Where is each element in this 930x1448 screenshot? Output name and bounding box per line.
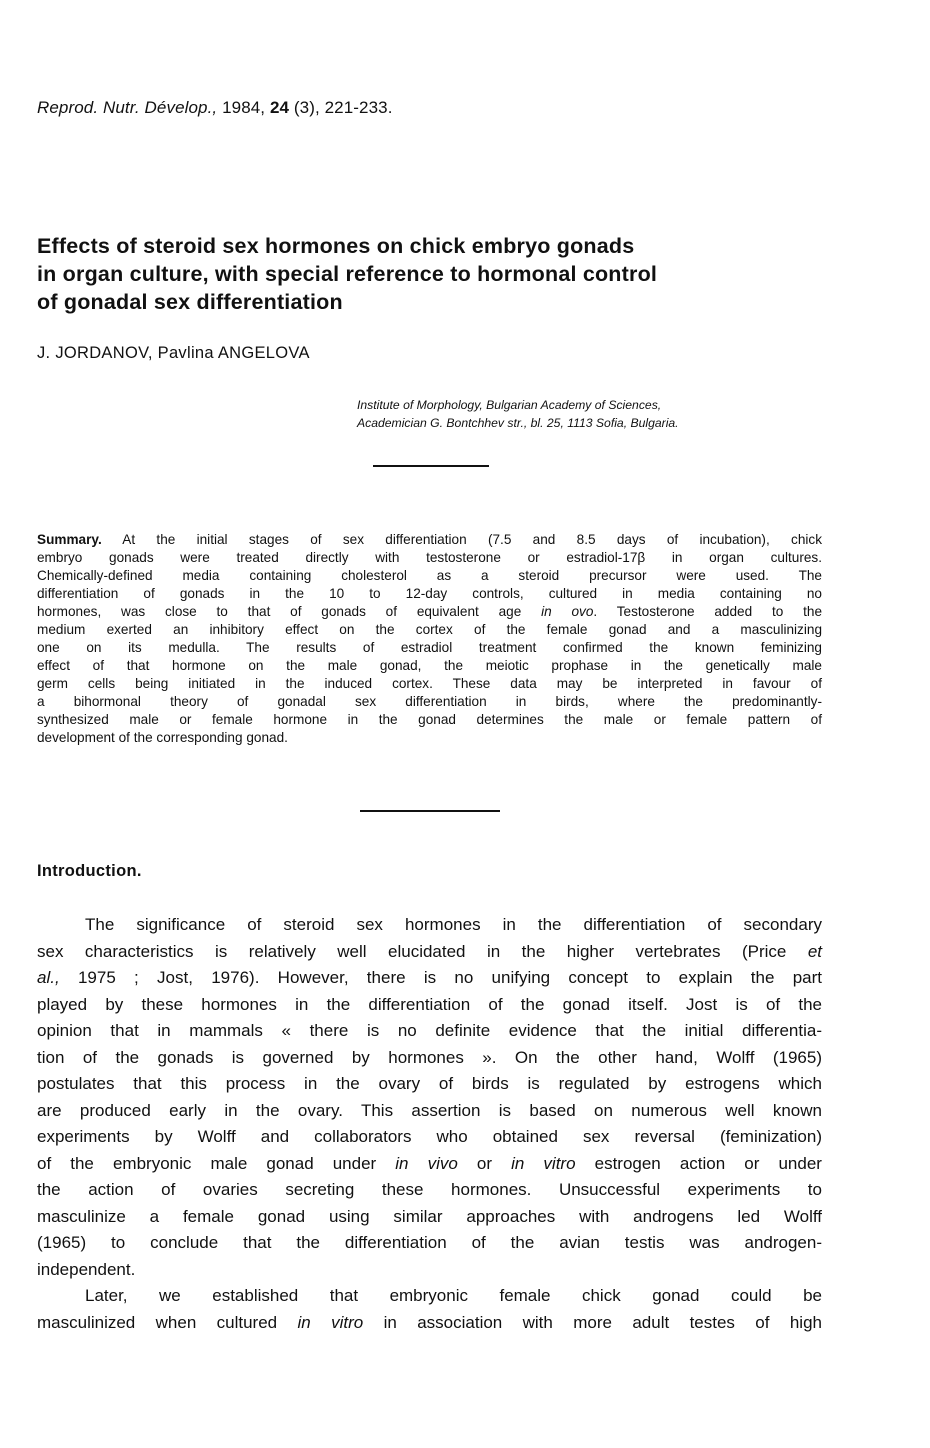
divider [360, 810, 500, 812]
title-line: of gonadal sex differentiation [37, 290, 343, 314]
body-line: masculinize a female gonad using similar approaches with androgens led Wolff [37, 1206, 822, 1226]
body-line: sex characteristics is relatively well elucidated in the higher vertebrates (Price et [37, 941, 822, 961]
body-line: The significance of steroid sex hormones in the differentiation of secondary [85, 915, 822, 934]
abstract-line: hormones, was close to that of gonads of equivalent age in ovo. Testosterone added to the [37, 604, 823, 619]
abstract-line: differentiation of gonads in the 10 to 12-day controls, cultured in media containing no [37, 586, 822, 601]
body-line: postulates that this process in the ovary of birds is regulated by estrogens which [37, 1074, 822, 1093]
abstract [37, 531, 822, 747]
abstract-line: medium exerted an inhibitory effect on the cortex of the female gonad and a masculinizing [37, 622, 822, 637]
title-line: in organ culture, with special reference to hormonal control [37, 262, 658, 286]
body-line: are produced early in the ovary. This assertion is based on numerous well known [37, 1100, 822, 1120]
body-line: independent. [37, 1259, 136, 1279]
authors: J. JORDANOV, Pavlina ANGELOVA [37, 344, 310, 362]
body-line: (1965) to conclude that the differentiation of the avian testis was androgen- [37, 1233, 822, 1252]
body-line: Later, we established that embryonic female chick gonad could be [85, 1286, 822, 1305]
citation [37, 98, 393, 118]
body-line: played by these hormones in the differentiation of the gonad itself. Jost is of the [37, 994, 822, 1014]
affiliation-line: Academician G. Bontchhev str., bl. 25, 1113 Sofia, Bulgaria. [357, 416, 679, 430]
body-line: opinion that in mammals « there is no definite evidence that the initial differentia- [37, 1021, 822, 1040]
body-line: of the embryonic male gonad under in vivo or in vitro estrogen action or under [37, 1153, 822, 1173]
citation-year: 1984, [222, 98, 266, 117]
body-line: tion of the gonads is governed by hormones ». On the other hand, Wolff (1965) [37, 1047, 822, 1067]
citation-issue-pages: (3), 221-233. [293, 98, 393, 117]
abstract-label: Summary. [37, 532, 102, 547]
affiliation-line: Institute of Morphology, Bulgarian Academy of Sciences, [357, 398, 662, 412]
body-line: al., 1975 ; Jost, 1976). However, there is no unifying concept to explain the part [37, 968, 822, 987]
citation-volume: 24 [269, 98, 290, 117]
abstract-line: Chemically-defined media containing cholesterol as a steroid precursor were used. The [37, 568, 822, 583]
body-line: the action of ovaries secreting these hormones. Unsuccessful experiments to [37, 1180, 822, 1199]
abstract-line: effect of that hormone on the male gonad, the meiotic prophase in the genetically male [37, 658, 822, 673]
abstract-line: a bihormonal theory of gonadal sex differentiation in birds, where the predominantly- [37, 694, 822, 709]
abstract-line: development of the corresponding gonad. [37, 730, 288, 745]
body-line: experiments by Wolff and collaborators who obtained sex reversal (feminization) [37, 1127, 822, 1146]
divider [373, 465, 489, 467]
abstract-line: one on its medulla. The results of estradiol treatment confirmed the known feminizing [37, 640, 822, 655]
title-line: Effects of steroid sex hormones on chick embryo gonads [37, 234, 635, 258]
abstract-line: embryo gonads were treated directly with testosterone or estradiol-17β in organ cultures. [37, 550, 822, 565]
abstract-line: germ cells being initiated in the induced cortex. These data may be interpreted in favour of [37, 676, 822, 691]
paper-title [37, 232, 867, 316]
journal-name: Reprod. Nutr. Dévelop., [37, 98, 218, 117]
section-heading: Introduction. [37, 862, 142, 880]
body-line: masculinized when cultured in vitro in association with more adult testes of high [37, 1312, 822, 1332]
introduction-body [37, 912, 822, 1336]
abstract-line: Summary. At the initial stages of sex differentiation (7.5 and 8.5 days of incubation), chick [37, 532, 823, 547]
abstract-line: synthesized male or female hormone in the gonad determines the male or female pattern of [37, 712, 822, 727]
affiliation [357, 396, 679, 432]
